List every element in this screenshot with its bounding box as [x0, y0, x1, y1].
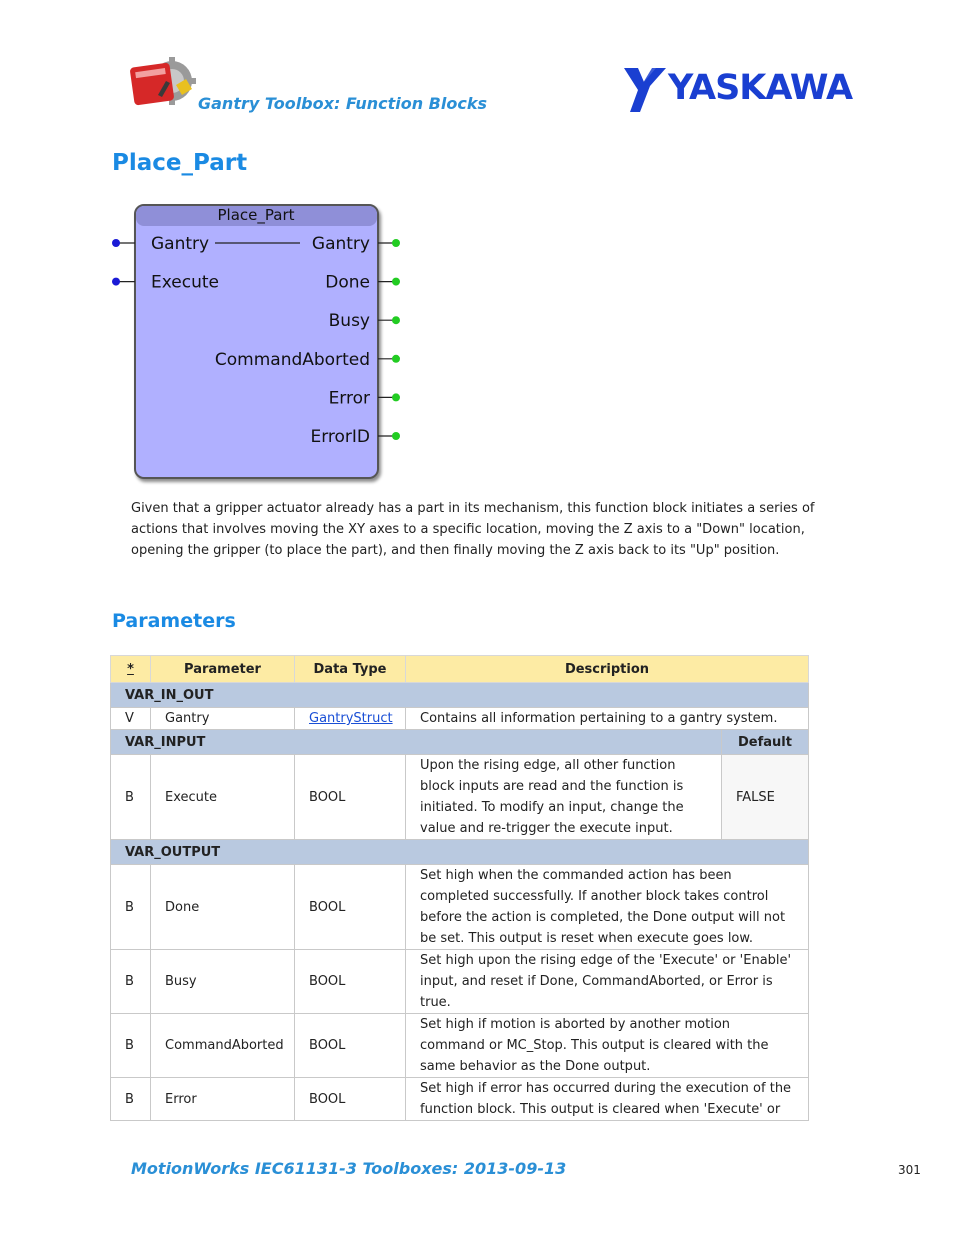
output-pin-label: Error [328, 388, 370, 409]
cell-data-type: BOOL [295, 1014, 406, 1078]
cell-parameter: Done [151, 865, 295, 950]
section-row-var-input [111, 730, 809, 755]
output-pin-dot [392, 432, 400, 440]
parameters-table [110, 655, 809, 1121]
table-row [111, 708, 809, 730]
cell-data-type: BOOL [295, 950, 406, 1014]
cell-parameter: Gantry [151, 708, 295, 730]
header-description: Description [406, 656, 809, 683]
description-text: Given that a gripper actuator already has a part in its mechanism, this function block initiates a series of actions that involves moving the XY axes to a specific location, moving the Z axis to a "Down" location, opening the gripper (to place the part), and then finally moving the Z axis back to its "Up" position. [131, 501, 815, 558]
header-parameter: Parameter [151, 656, 295, 683]
output-pin-dot [392, 393, 400, 401]
toolbox-logo-icon [128, 55, 200, 111]
output-pin-label: CommandAborted [214, 349, 370, 370]
cell-description: Set high if motion is aborted by another motion command or MC_Stop. This output is cleared with the same behavior as the Done output. [406, 1014, 809, 1078]
header-title: Gantry Toolbox: Function Blocks [198, 94, 487, 113]
output-pin-dot [392, 239, 400, 247]
header-data-type: Data Type [295, 656, 406, 683]
function-block-diagram [108, 198, 408, 488]
cell-description: Set high upon the rising edge of the 'Execute' or 'Enable' input, and reset if Done, CommandAborted, or Error is true. [406, 950, 809, 1014]
cell-data-type: BOOL [295, 1078, 406, 1121]
cell-parameter: Execute [151, 755, 295, 840]
output-pin-label: Busy [328, 311, 370, 332]
page-title: Place_Part [112, 150, 248, 176]
cell-star: V [111, 708, 151, 730]
page-number: 301 [898, 1163, 921, 1177]
cell-parameter: CommandAborted [151, 1014, 295, 1078]
section-row-var-output [111, 840, 809, 865]
input-pin-dot [112, 239, 120, 247]
cell-data-type: BOOL [295, 755, 406, 840]
cell-parameter: Busy [151, 950, 295, 1014]
table-row [111, 755, 809, 840]
cell-description: Set high when the commanded action has been completed successfully. If another block takes control before the action is completed, the Done output will not be set. This output is reset when execute goes low. [406, 865, 809, 950]
input-pin-dot [112, 278, 120, 286]
table-row [111, 1078, 809, 1121]
cell-star: B [111, 1078, 151, 1121]
cell-star: B [111, 950, 151, 1014]
cell-description: Set high if error has occurred during the execution of the function block. This output is cleared when 'Execute' or [406, 1078, 809, 1121]
yaskawa-logo [622, 66, 853, 114]
output-pin-label: Done [325, 272, 370, 293]
brand-wordmark: YASKAWA [668, 68, 853, 108]
table-header-row [111, 656, 809, 683]
output-pin-dot [392, 316, 400, 324]
cell-star: B [111, 755, 151, 840]
header-star: * [111, 656, 151, 683]
section-row-var-in-out [111, 683, 809, 708]
cell-star: B [111, 865, 151, 950]
footer-title: MotionWorks IEC61131-3 Toolboxes: 2013-09-13 [131, 1159, 567, 1178]
gantrystruct-link[interactable]: GantryStruct [309, 711, 393, 726]
function-block-name: Place_Part [217, 206, 295, 224]
section-label: VAR_IN_OUT [111, 683, 809, 708]
output-pin-dot [392, 355, 400, 363]
cell-parameter: Error [151, 1078, 295, 1121]
section-label: VAR_INPUT [111, 730, 722, 755]
section-default-label: Default [722, 730, 809, 755]
cell-description: Contains all information pertaining to a gantry system. [406, 708, 809, 730]
table-row [111, 950, 809, 1014]
output-pin-label: Gantry [311, 234, 370, 254]
input-pin-label: Gantry [151, 234, 210, 254]
table-row [111, 1014, 809, 1078]
section-label: VAR_OUTPUT [111, 840, 809, 865]
table-row [111, 865, 809, 950]
cell-data-type: BOOL [295, 865, 406, 950]
parameters-heading: Parameters [112, 610, 236, 632]
output-pin-label: ErrorID [310, 427, 370, 447]
output-pin-dot [392, 278, 400, 286]
input-pin-label: Execute [151, 272, 219, 293]
cell-default: FALSE [722, 755, 809, 840]
cell-data-type [295, 708, 406, 730]
cell-description: Upon the rising edge, all other function block inputs are read and the function is initiated. To modify an input, change the value and re-trigger the execute input. [406, 755, 722, 840]
cell-star: B [111, 1014, 151, 1078]
